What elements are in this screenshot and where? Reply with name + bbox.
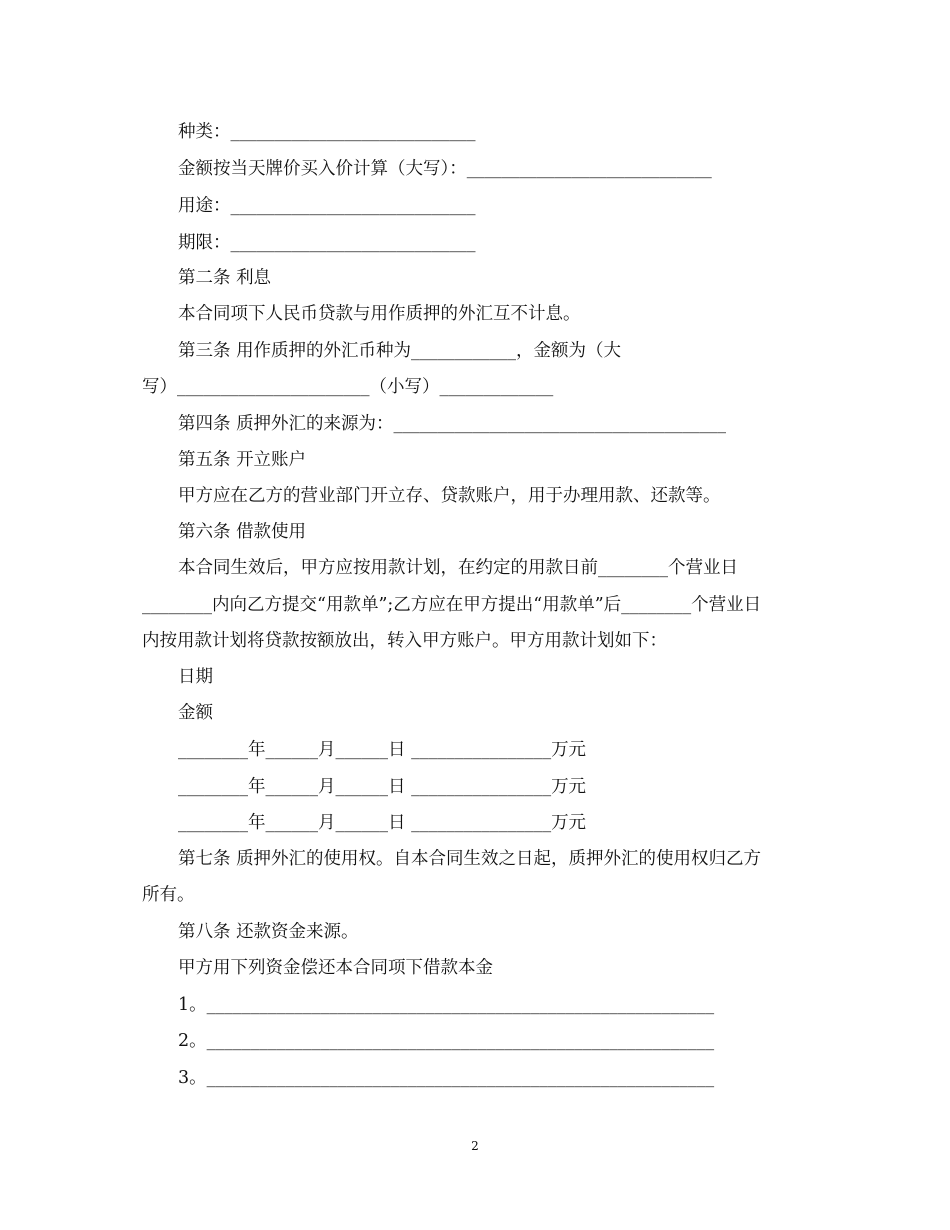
text-line: 本合同生效后，甲方应按用款计划，在约定的用款日前________个营业日 <box>178 558 738 578</box>
text-line: 第四条 质押外汇的来源为：______________________________________ <box>178 414 727 434</box>
list-item: 3。__________________________________________________________ <box>178 1068 715 1088</box>
text-line: 内按用款计划将贷款按额放出，转入甲方账户。甲方用款计划如下： <box>142 631 667 651</box>
text-line: 甲方用下列资金偿还本合同项下借款本金 <box>178 958 493 978</box>
text-line: ________年______月______日 ________________万元 <box>178 813 587 833</box>
section-heading: 第六条 借款使用 <box>178 522 307 542</box>
list-item: 2。__________________________________________________________ <box>178 1031 715 1051</box>
text-line: 第八条 还款资金来源。 <box>178 922 359 942</box>
text-line: ________年______月______日 ________________万元 <box>178 740 587 760</box>
page-number: 2 <box>471 1139 479 1153</box>
section-heading: 第二条 利息 <box>178 268 272 288</box>
section-heading: 第五条 开立账户 <box>178 450 307 470</box>
text-line: 第三条 用作质押的外汇币种为____________，金额为（大 <box>178 341 622 361</box>
list-item: 1。__________________________________________________________ <box>178 995 715 1015</box>
text-line: 种类：____________________________ <box>178 122 476 142</box>
text-line: 所有。 <box>142 885 195 905</box>
text-line: 第七条 质押外汇的使用权。自本合同生效之日起，质押外汇的使用权归乙方 <box>178 849 762 869</box>
text-line: 日期 <box>178 667 213 687</box>
text-line: 本合同项下人民币贷款与用作质押的外汇互不计息。 <box>178 304 581 324</box>
text-line: ________内向乙方提交“用款单”;乙方应在甲方提出“用款单”后________个营业日 <box>142 595 762 615</box>
text-line: 写）______________________（小写）_____________ <box>142 377 554 397</box>
text-line: 用途：____________________________ <box>178 196 476 216</box>
text-line: 金额 <box>178 703 213 723</box>
text-line: 甲方应在乙方的营业部门开立存、贷款账户，用于办理用款、还款等。 <box>178 486 721 506</box>
text-line: 金额按当天牌价买入价计算（大写）：____________________________ <box>178 159 712 179</box>
text-line: 期限：____________________________ <box>178 233 476 253</box>
text-line: ________年______月______日 ________________万元 <box>178 777 587 797</box>
